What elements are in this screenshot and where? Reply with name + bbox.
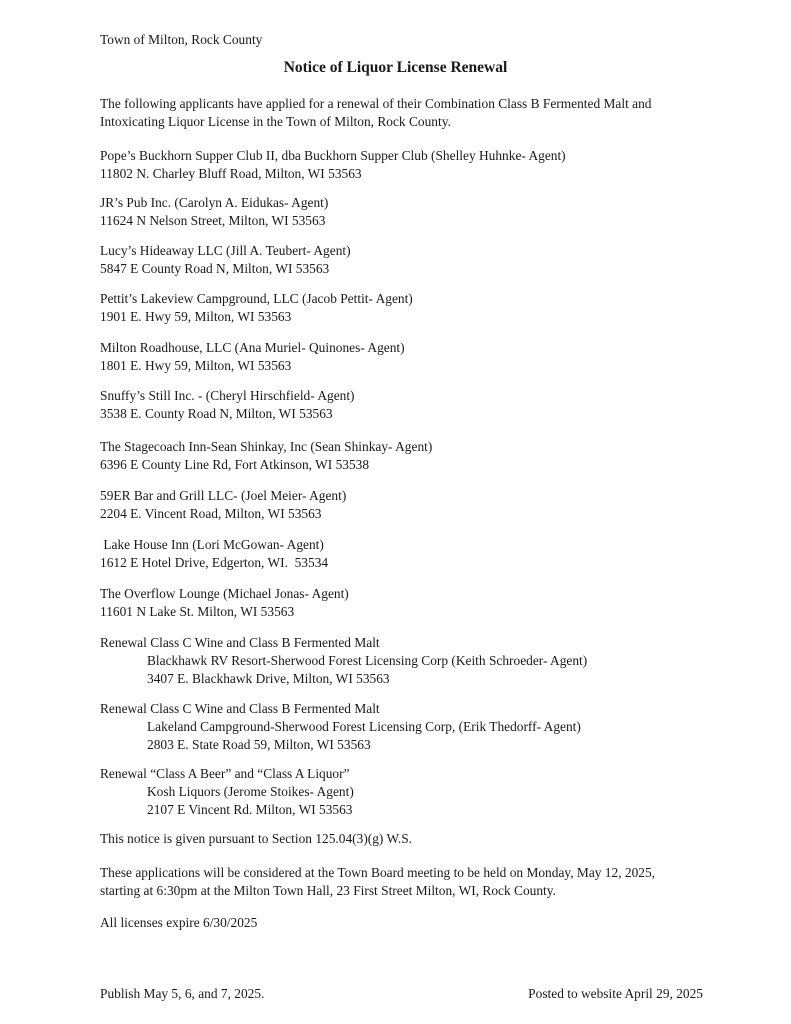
applicant-name: 59ER Bar and Grill LLC- (Joel Meier- Agent) — [100, 488, 347, 503]
renewal-name: Lakeland Campground-Sherwood Forest Licensing Corp, (Erik Thedorff- Agent) — [147, 719, 581, 734]
notice-title: Notice of Liquor License Renewal — [283, 59, 508, 76]
renewal-address: 2107 E Vincent Rd. Milton, WI 53563 — [147, 802, 353, 817]
applicant-entry — [100, 585, 720, 621]
applicant-name: Milton Roadhouse, LLC (Ana Muriel- Quinones- Agent) — [100, 340, 405, 355]
intro-line: Intoxicating Liquor License in the Town of Milton, Rock County. — [100, 114, 451, 129]
renewal-entry — [100, 700, 720, 754]
renewal-name: Blackhawk RV Resort-Sherwood Forest Licensing Corp (Keith Schroeder- Agent) — [147, 653, 588, 668]
renewal-address: 3407 E. Blackhawk Drive, Milton, WI 53563 — [147, 671, 390, 686]
applicant-name: Lucy’s Hideaway LLC (Jill A. Teubert- Agent) — [100, 243, 351, 258]
applicant-entry — [100, 290, 720, 326]
meeting-line: These applications will be considered at the Town Board meeting to be held on Monday, May 12, 2025, — [100, 865, 656, 880]
applicant-entry — [100, 387, 720, 423]
meeting-notice — [100, 864, 720, 900]
applicant-address: 6396 E County Line Rd, Fort Atkinson, WI 53538 — [100, 457, 370, 472]
renewal-name: Kosh Liquors (Jerome Stoikes- Agent) — [147, 784, 354, 799]
applicant-name: Snuffy’s Still Inc. - (Cheryl Hirschfield- Agent) — [100, 388, 355, 403]
applicant-address: 11601 N Lake St. Milton, WI 53563 — [100, 604, 295, 619]
renewal-entry — [100, 634, 720, 688]
applicant-entry — [100, 194, 720, 230]
expiry-notice: All licenses expire 6/30/2025 — [100, 915, 258, 930]
applicant-entry — [100, 536, 720, 572]
intro-paragraph — [100, 95, 710, 131]
publish-dates: Publish May 5, 6, and 7, 2025. — [100, 986, 265, 1001]
applicant-name: The Stagecoach Inn-Sean Shinkay, Inc (Sean Shinkay- Agent) — [100, 439, 433, 454]
applicant-address: 3538 E. County Road N, Milton, WI 53563 — [100, 406, 333, 421]
applicant-address: 1901 E. Hwy 59, Milton, WI 53563 — [100, 309, 292, 324]
meeting-line: starting at 6:30pm at the Milton Town Hall, 23 First Street Milton, WI, Rock County. — [100, 883, 556, 898]
applicant-entry — [100, 438, 720, 474]
renewal-type: Renewal Class C Wine and Class B Fermented Malt — [100, 635, 380, 650]
applicant-name: JR’s Pub Inc. (Carolyn A. Eidukas- Agent) — [100, 195, 329, 210]
applicant-address: 2204 E. Vincent Road, Milton, WI 53563 — [100, 506, 322, 521]
posted-date: Posted to website April 29, 2025 — [528, 986, 703, 1001]
applicant-address: 1801 E. Hwy 59, Milton, WI 53563 — [100, 358, 292, 373]
renewal-type: Renewal “Class A Beer” and “Class A Liquor” — [100, 766, 350, 781]
municipality-header: Town of Milton, Rock County — [100, 32, 263, 47]
applicant-name: Lake House Inn (Lori McGowan- Agent) — [100, 537, 324, 552]
applicant-entry — [100, 487, 720, 523]
renewal-entry — [100, 765, 720, 819]
renewal-address: 2803 E. State Road 59, Milton, WI 53563 — [147, 737, 371, 752]
applicant-address: 11802 N. Charley Bluff Road, Milton, WI 53563 — [100, 166, 362, 181]
statute-notice: This notice is given pursuant to Section 125.04(3)(g) W.S. — [100, 831, 413, 846]
renewal-type: Renewal Class C Wine and Class B Fermented Malt — [100, 701, 380, 716]
applicant-entry — [100, 147, 720, 183]
applicant-address: 1612 E Hotel Drive, Edgerton, WI. 53534 — [100, 555, 329, 570]
applicant-name: The Overflow Lounge (Michael Jonas- Agent) — [100, 586, 349, 601]
applicant-entry — [100, 339, 720, 375]
applicant-name: Pope’s Buckhorn Supper Club II, dba Buckhorn Supper Club (Shelley Huhnke- Agent) — [100, 148, 566, 163]
applicant-entry — [100, 242, 720, 278]
applicant-address: 5847 E County Road N, Milton, WI 53563 — [100, 261, 330, 276]
applicant-address: 11624 N Nelson Street, Milton, WI 53563 — [100, 213, 326, 228]
intro-line: The following applicants have applied for a renewal of their Combination Class B Fermented Malt and — [100, 96, 652, 111]
applicant-name: Pettit’s Lakeview Campground, LLC (Jacob Pettit- Agent) — [100, 291, 413, 306]
